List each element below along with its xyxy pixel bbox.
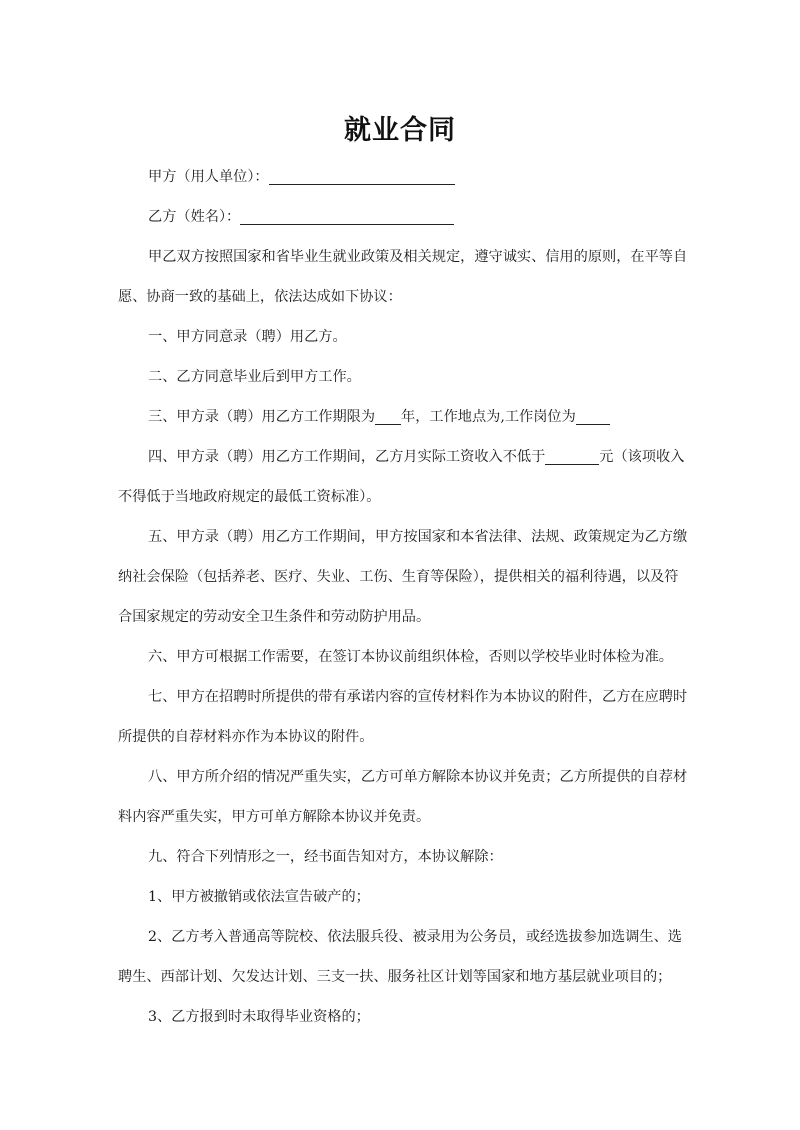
clause-3	[148, 400, 610, 435]
monthly-wage-blank[interactable]	[545, 444, 599, 465]
clause-9: 九、符合下列情形之一，经书面告知对方，本协议解除：	[148, 849, 503, 865]
clause-5-line2: 纳社会保险（包括养老、医疗、失业、工伤、生育等保险），提供相关的福利待遇，以及符	[118, 569, 679, 585]
clause-7-line2: 所提供的自荐材料亦作为本协议的附件。	[118, 729, 374, 745]
clause-8-line2: 料内容严重失实，甲方可单方解除本协议并免责。	[118, 809, 431, 825]
clause-4-line1	[148, 440, 684, 475]
party-b-blank[interactable]	[240, 204, 454, 225]
clause-9-item-2-line2: 聘生、西部计划、欠发达计划、三支一扶、服务社区计划等国家和地方基层就业项目的；	[118, 969, 672, 985]
job-position-blank[interactable]	[576, 404, 610, 425]
party-b-label: 乙方（姓名）：	[148, 209, 241, 225]
clause-9-item-3: 3、乙方报到时未取得毕业资格的；	[148, 1009, 370, 1025]
clause-5-line1: 五、甲方录（聘）用乙方工作期间，甲方按国家和本省法律、法规、政策规定为乙方缴	[148, 529, 688, 545]
clause-4-text-b: 元（该项收入	[599, 449, 685, 465]
intro-paragraph-line1: 甲乙双方按照国家和省毕业生就业政策及相关规定，遵守诚实、信用的原则，在平等自	[148, 249, 688, 265]
clause-9-item-1: 1、甲方被撤销或依法宣告破产的；	[148, 889, 370, 905]
party-a-line	[148, 160, 455, 195]
clause-5-line3: 合国家规定的劳动安全卫生条件和劳动防护用品。	[118, 609, 431, 625]
clause-2: 二、乙方同意毕业后到甲方工作。	[148, 369, 361, 385]
clause-1: 一、甲方同意录（聘）用乙方。	[148, 329, 347, 345]
clause-3-text-b: 年，工作地点为,工作岗位为	[401, 409, 576, 425]
clause-6: 六、甲方可根据工作需要，在签订本协议前组织体检，否则以学校毕业时体检为准。	[148, 649, 673, 665]
clause-9-item-2-line1: 2、乙方考入普通高等院校、依法服兵役、被录用为公务员，或经选拔参加选调生、选	[148, 929, 682, 945]
clause-7-line1: 七、甲方在招聘时所提供的带有承诺内容的宣传材料作为本协议的附件，乙方在应聘时	[148, 689, 688, 705]
clause-8-line1: 八、甲方所介绍的情况严重失实，乙方可单方解除本协议并免责；乙方所提供的自荐材	[148, 769, 688, 785]
party-a-label: 甲方（用人单位）：	[148, 169, 269, 185]
party-a-blank[interactable]	[269, 164, 455, 185]
party-b-line	[148, 200, 454, 235]
contract-body	[118, 160, 688, 1040]
document-title: 就业合同	[344, 115, 456, 146]
clause-4-text-a: 四、甲方录（聘）用乙方工作期间，乙方月实际工资收入不低于	[148, 449, 546, 465]
clause-4-line2: 不得低于当地政府规定的最低工资标准）。	[118, 489, 381, 505]
clause-3-text-a: 三、甲方录（聘）用乙方工作期限为	[148, 409, 376, 425]
intro-paragraph-line2: 愿、协商一致的基础上，依法达成如下协议：	[118, 289, 402, 305]
term-years-blank[interactable]	[375, 404, 401, 425]
